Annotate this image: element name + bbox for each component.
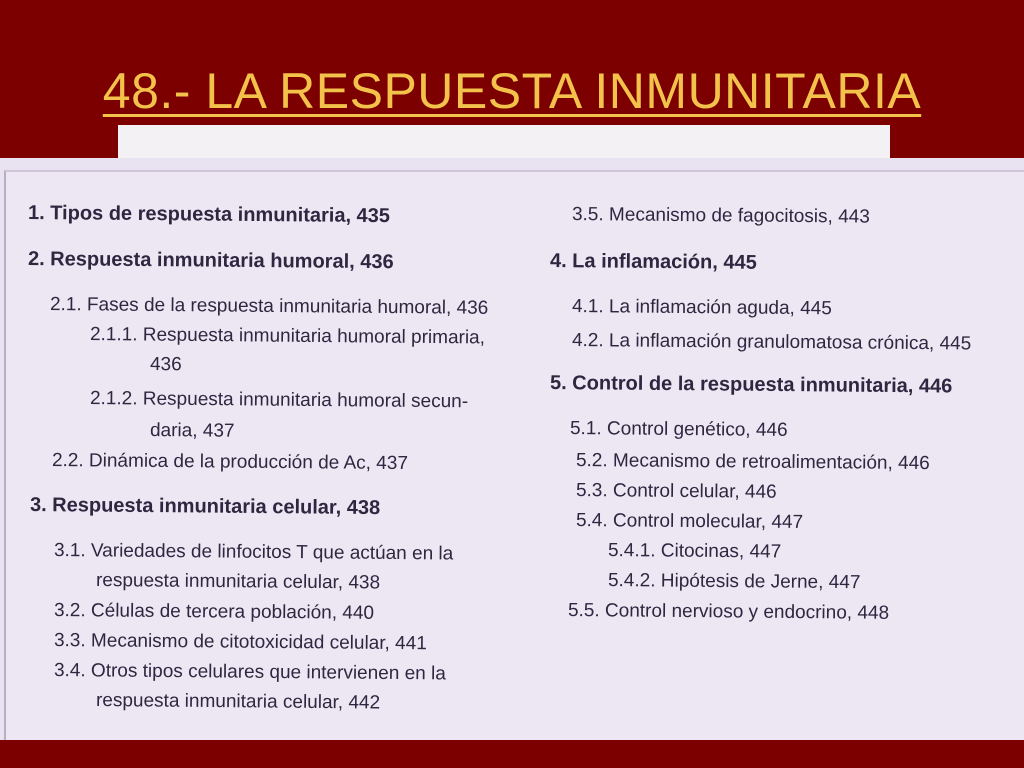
toc-entry-5-4-1: 5.4.1. Citocinas, 447 [607,540,782,563]
toc-entry-2-1: 2.1. Fases de la respuesta inmunitaria humoral, 436 [49,294,489,319]
toc-entry-2-1-1-cont: 436 [149,354,182,376]
table-of-contents-photo [0,158,1024,740]
slide-title: 48.- LA RESPUESTA INMUNITARIA [102,63,922,119]
toc-entry-4-2: 4.2. La inflamación granulomatosa crónica, 445 [571,330,972,355]
toc-entry-5: 5. Control de la respuesta inmunitaria, 446 [549,372,953,398]
toc-entry-3: 3. Respuesta inmunitaria celular, 438 [29,494,381,520]
toc-entry-5-4: 5.4. Control molecular, 447 [575,510,804,533]
toc-entry-3-1: 3.1. Variedades de linfocitos T que actúan en la [53,540,454,565]
toc-entry-3-2: 3.2. Células de tercera población, 440 [53,600,375,624]
toc-entry-2: 2. Respuesta inmunitaria humoral, 436 [27,248,394,274]
toc-entry-5-3: 5.3. Control celular, 446 [575,480,777,503]
toc-entry-5-4-2: 5.4.2. Hipótesis de Jerne, 447 [607,570,861,594]
toc-entry-1: 1. Tipos de respuesta inmunitaria, 435 [27,202,391,228]
toc-entry-5-2: 5.2. Mecanismo de retroalimentación, 446 [575,450,930,475]
toc-entry-2-1-1: 2.1.1. Respuesta inmunitaria humoral primaria, [89,324,486,349]
toc-entry-3-4: 3.4. Otros tipos celulares que intervienen en la [53,660,446,685]
toc-entry-2-1-2: 2.1.2. Respuesta inmunitaria humoral secun- [89,388,469,413]
toc-entry-3-5: 3.5. Mecanismo de fagocitosis, 443 [571,204,870,228]
toc-entry-3-4-cont: respuesta inmunitaria celular, 442 [95,690,381,714]
toc-entry-5-5: 5.5. Control nervioso y endocrino, 448 [567,600,890,624]
toc-entry-5-1: 5.1. Control genético, 446 [569,418,788,441]
toc-entry-4-1: 4.1. La inflamación aguda, 445 [571,296,832,320]
toc-entry-3-1-cont: respuesta inmunitaria celular, 438 [95,570,381,594]
photo-top-strip [118,125,890,159]
bottom-band [0,740,1024,768]
toc-entry-2-1-2-cont: daria, 437 [149,420,235,442]
toc-entry-3-3: 3.3. Mecanismo de citotoxicidad celular, 441 [53,630,427,655]
toc-entry-2-2: 2.2. Dinámica de la producción de Ac, 437 [51,450,409,475]
toc-entry-4: 4. La inflamación, 445 [549,250,757,274]
